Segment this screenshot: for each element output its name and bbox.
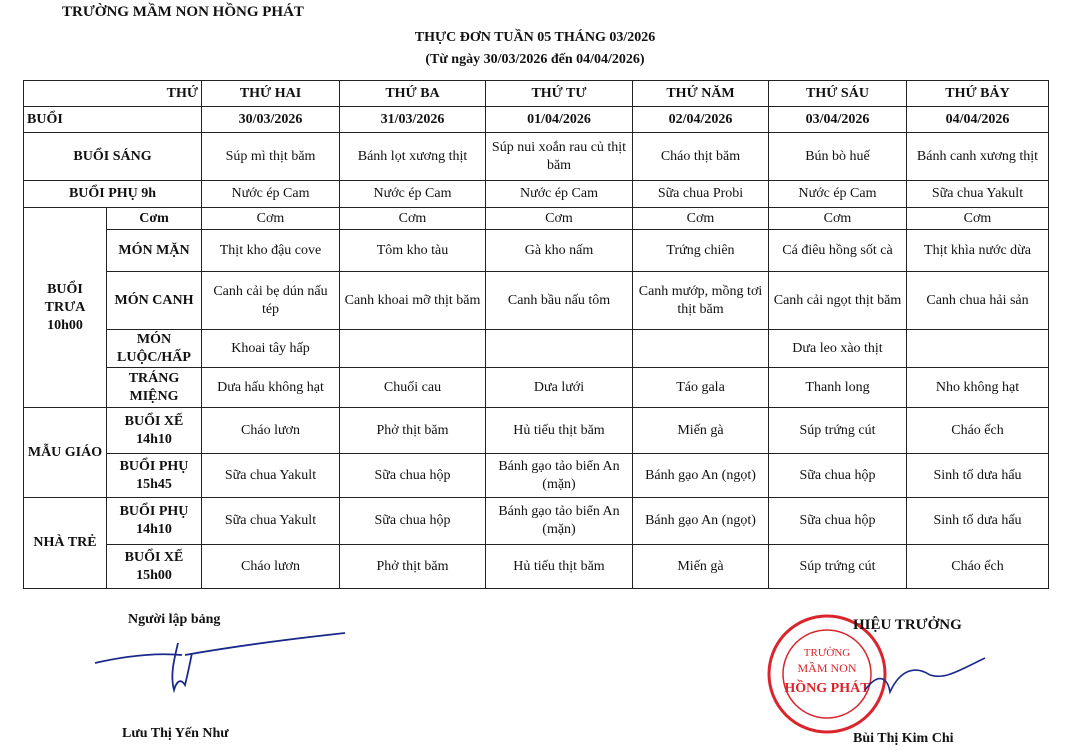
menu-cell: Dưa leo xào thịt	[769, 330, 907, 368]
menu-cell: Thanh long	[769, 368, 907, 408]
menu-cell: Nước ép Cam	[769, 181, 907, 208]
table-row	[24, 408, 1049, 454]
menu-cell	[907, 330, 1049, 368]
menu-cell: Phở thịt băm	[340, 408, 486, 454]
day-header: THỨ TƯ	[486, 81, 633, 107]
menu-cell: Miến gà	[633, 408, 769, 454]
table-row	[24, 230, 1049, 272]
date-header: 30/03/2026	[202, 107, 340, 133]
menu-cell: Sinh tố dưa hấu	[907, 454, 1049, 498]
menu-cell: Thịt khìa nước dừa	[907, 230, 1049, 272]
menu-cell: Sữa chua Yakult	[202, 454, 340, 498]
menu-cell: Sữa chua Probi	[633, 181, 769, 208]
header-day-row	[24, 81, 1049, 107]
menu-cell: Sữa chua Yakult	[907, 181, 1049, 208]
svg-text:MẦM NON: MẦM NON	[797, 661, 857, 675]
row-label: Cơm	[107, 208, 202, 230]
menu-cell: Nho không hạt	[907, 368, 1049, 408]
row-label: BUỔI XẾ 15h00	[107, 545, 202, 589]
menu-cell: Gà kho nấm	[486, 230, 633, 272]
menu-cell	[340, 330, 486, 368]
menu-cell: Canh cải ngọt thịt băm	[769, 272, 907, 330]
menu-cell: Sữa chua Yakult	[202, 498, 340, 545]
row-label: MÓN CANH	[107, 272, 202, 330]
table-row	[24, 272, 1049, 330]
section-label: NHÀ TRẺ	[24, 498, 107, 589]
school-name: TRƯỜNG MẦM NON HỒNG PHÁT	[62, 4, 304, 20]
table-row	[24, 133, 1049, 181]
menu-cell: Cá điêu hồng sốt cà	[769, 230, 907, 272]
row-label: BUỔI SÁNG	[24, 133, 202, 181]
menu-cell: Canh khoai mỡ thịt băm	[340, 272, 486, 330]
table-row	[24, 545, 1049, 589]
menu-cell: Sinh tố dưa hấu	[907, 498, 1049, 545]
header-date-row	[24, 107, 1049, 133]
menu-cell: Cơm	[486, 208, 633, 230]
table-row	[24, 498, 1049, 545]
menu-cell: Cơm	[907, 208, 1049, 230]
section-label: BUỔI TRƯA 10h00	[24, 208, 107, 408]
table-row	[24, 330, 1049, 368]
menu-cell: Miến gà	[633, 545, 769, 589]
date-header: 31/03/2026	[340, 107, 486, 133]
table-row	[24, 181, 1049, 208]
day-header: THỨ BA	[340, 81, 486, 107]
menu-cell: Cháo ếch	[907, 545, 1049, 589]
row-label: MÓN LUỘC/HẤP	[107, 330, 202, 368]
menu-cell: Táo gala	[633, 368, 769, 408]
menu-cell: Nước ép Cam	[486, 181, 633, 208]
principal-signature	[860, 650, 990, 700]
menu-cell: Bánh gạo An (ngọt)	[633, 454, 769, 498]
menu-subtitle: (Từ ngày 30/03/2026 đến 04/04/2026)	[425, 52, 645, 67]
date-header: 04/04/2026	[907, 107, 1049, 133]
menu-cell: Trứng chiên	[633, 230, 769, 272]
menu-cell: Nước ép Cam	[202, 181, 340, 208]
menu-title: THỰC ĐƠN TUẦN 05 THÁNG 03/2026	[414, 30, 656, 45]
menu-cell: Khoai tây hấp	[202, 330, 340, 368]
section-label: MẪU GIÁO	[24, 408, 107, 498]
table-row	[24, 368, 1049, 408]
thu-label: THỨ	[24, 81, 202, 107]
svg-text:HỒNG PHÁT: HỒNG PHÁT	[784, 681, 870, 696]
menu-cell: Cháo thịt băm	[633, 133, 769, 181]
menu-cell: Tôm kho tàu	[340, 230, 486, 272]
menu-cell: Phở thịt băm	[340, 545, 486, 589]
table-row	[24, 454, 1049, 498]
day-header: THỨ BẢY	[907, 81, 1049, 107]
menu-cell: Hủ tiếu thịt băm	[486, 545, 633, 589]
menu-cell: Cháo lươn	[202, 545, 340, 589]
menu-cell: Bánh canh xương thịt	[907, 133, 1049, 181]
row-label: BUỔI PHỤ 9h	[24, 181, 202, 208]
menu-cell: Cơm	[202, 208, 340, 230]
menu-cell: Canh mướp, mồng tơi thịt băm	[633, 272, 769, 330]
weekly-menu-table	[23, 80, 1049, 589]
menu-cell	[486, 330, 633, 368]
menu-cell: Súp nui xoắn rau củ thịt băm	[486, 133, 633, 181]
buoi-label: BUỔI	[24, 107, 202, 133]
row-label: BUỔI PHỤ 15h45	[107, 454, 202, 498]
menu-cell: Hủ tiếu thịt băm	[486, 408, 633, 454]
menu-cell: Canh bầu nấu tôm	[486, 272, 633, 330]
row-label: TRÁNG MIỆNG	[107, 368, 202, 408]
menu-cell: Cháo lươn	[202, 408, 340, 454]
date-header: 02/04/2026	[633, 107, 769, 133]
row-label: BUỔI XẾ 14h10	[107, 408, 202, 454]
preparer-signature	[90, 625, 350, 705]
date-header: 01/04/2026	[486, 107, 633, 133]
table-row	[24, 208, 1049, 230]
preparer-label: Người lập bảng	[128, 612, 221, 627]
row-label: MÓN MẶN	[107, 230, 202, 272]
menu-cell: Chuối cau	[340, 368, 486, 408]
menu-cell: Cháo ếch	[907, 408, 1049, 454]
principal-name: Bùi Thị Kim Chi	[853, 731, 954, 746]
menu-cell: Sữa chua hộp	[340, 454, 486, 498]
menu-cell: Bánh gạo tảo biển An (mặn)	[486, 498, 633, 545]
day-header: THỨ HAI	[202, 81, 340, 107]
menu-cell: Sữa chua hộp	[769, 498, 907, 545]
menu-cell: Bánh gạo tảo biển An (mặn)	[486, 454, 633, 498]
menu-cell: Cơm	[633, 208, 769, 230]
svg-text:TRƯỜNG: TRƯỜNG	[803, 647, 851, 659]
menu-cell: Thịt kho đậu cove	[202, 230, 340, 272]
preparer-name: Lưu Thị Yến Như	[122, 726, 229, 741]
menu-cell: Sữa chua hộp	[769, 454, 907, 498]
menu-cell: Sữa chua hộp	[340, 498, 486, 545]
menu-cell: Bún bò huế	[769, 133, 907, 181]
menu-cell: Cơm	[340, 208, 486, 230]
date-header: 03/04/2026	[769, 107, 907, 133]
menu-cell: Súp trứng cút	[769, 408, 907, 454]
principal-label: HIỆU TRƯỞNG	[853, 617, 962, 633]
menu-cell: Bánh lọt xương thịt	[340, 133, 486, 181]
menu-cell: Cơm	[769, 208, 907, 230]
day-header: THỨ NĂM	[633, 81, 769, 107]
menu-cell: Súp mì thịt băm	[202, 133, 340, 181]
row-label: BUỔI PHỤ 14h10	[107, 498, 202, 545]
menu-cell: Bánh gạo An (ngọt)	[633, 498, 769, 545]
menu-cell: Canh cải bẹ dún nấu tép	[202, 272, 340, 330]
menu-cell: Canh chua hải sản	[907, 272, 1049, 330]
menu-cell: Dưa lưới	[486, 368, 633, 408]
menu-cell: Súp trứng cút	[769, 545, 907, 589]
menu-cell: Nước ép Cam	[340, 181, 486, 208]
day-header: THỨ SÁU	[769, 81, 907, 107]
menu-cell: Dưa hấu không hạt	[202, 368, 340, 408]
menu-cell	[633, 330, 769, 368]
